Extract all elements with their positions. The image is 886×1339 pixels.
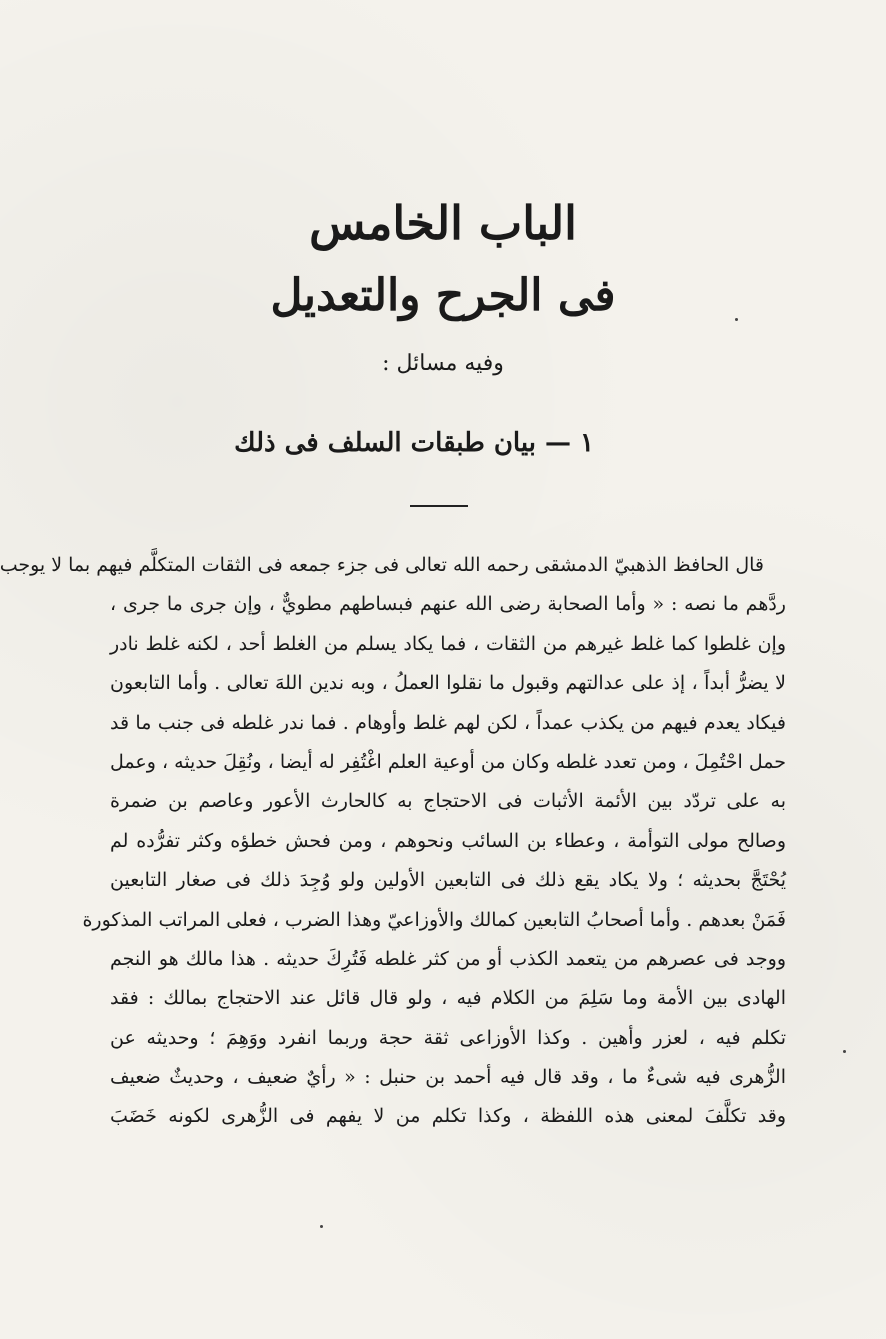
- body-line: لا يضرُّ أبداً ، إذ على عدالتهم وقبول ما نقلوا العملُ ، وبه ندين اللهَ تعالى . وأما التابعون: [110, 672, 786, 695]
- issues-intro: وفيه مسائل :: [382, 351, 504, 376]
- body-line: فَمَنْ بعدهم . وأما أصحابُ التابعين كمالك والأوزاعيّ وهذا الضرب ، فعلى المراتب المذكورة: [82, 908, 786, 931]
- chapter-heading-block: [0, 190, 886, 384]
- scan-speck: [735, 318, 738, 321]
- body-line: به على تردّد بين الأئمة الأثبات فى الاحتجاج به كالحارث الأعور وعاصم بن ضمرة: [110, 790, 786, 813]
- body-line: حمل احْتُمِلَ ، ومن تعدد غلطه وكان من أوعية العلم اغْتُفِر له أيضا ، ونُقِلَ حديثه ، وعمل: [110, 750, 786, 773]
- body-line: تكلم فيه ، لعزر وأهين . وكذا الأوزاعى ثقة حجة وربما انفرد ووَهِمَ ؛ وحديثه عن: [110, 1026, 786, 1049]
- section-heading: ١ — بيان طبقات السلف فى ذلك: [234, 428, 594, 458]
- section-divider: [410, 505, 468, 507]
- body-line: ردَّهم ما نصه : « وأما الصحابة رضى الله عنهم فبساطهم مطويٌّ ، وإن جرى ما جرى ،: [110, 593, 786, 616]
- body-line: قال الحافظ الذهبيّ الدمشقى رحمه الله تعالى فى جزء جمعه فى الثقات المتكلَّم فيهم بما لا يوجب: [0, 554, 764, 576]
- body-line: الهادى بين الأمة وما سَلِمَ من الكلام فيه ، ولو قال قائل عند الاحتجاج بمالك : فقد: [110, 987, 786, 1010]
- body-line: الزُّهرى فيه شىءٌ ما ، وقد قال فيه أحمد بن حنبل : « رأيٌ ضعيف ، وحديثٌ ضعيف: [110, 1066, 786, 1089]
- body-text: [0, 546, 786, 1137]
- chapter-title: الباب الخامس: [309, 196, 577, 250]
- body-line: فيكاد يعدم فيهم من يكذب عمداً ، لكن لهم غلط وأوهام . فما ندر غلطه فى جنب ما قد: [110, 711, 786, 734]
- body-line: ووجد فى عصرهم من يتعمد الكذب أو من كثر غلطه فَتُرِكَ حديثه . هذا مالك هو النجم: [110, 947, 786, 970]
- scan-speck: [843, 1050, 846, 1053]
- body-line: يُحْتَجَّ بحديثه ؛ ولا يكاد يقع ذلك فى التابعين الأولين ولو وُجِدَ ذلك فى صغار التابعين: [110, 869, 786, 892]
- chapter-subtitle: فى الجرح والتعديل: [270, 270, 616, 321]
- scan-speck: [320, 1225, 323, 1228]
- body-line: وإن غلطوا كما غلط غيرهم من الثقات ، فما يكاد يسلم من الغلط أحد ، لكنه غلط نادر: [110, 632, 786, 655]
- body-line: وصالح مولى التوأمة ، وعطاء بن السائب ونحوهم ، ومن فحش خطؤه وكثر تفرُّده لم: [110, 829, 786, 852]
- body-line: وقد تكلَّفَ لمعنى هذه اللفظة ، وكذا تكلم من لا يفهم فى الزُّهرى لكونه خَضَبَ: [110, 1105, 786, 1128]
